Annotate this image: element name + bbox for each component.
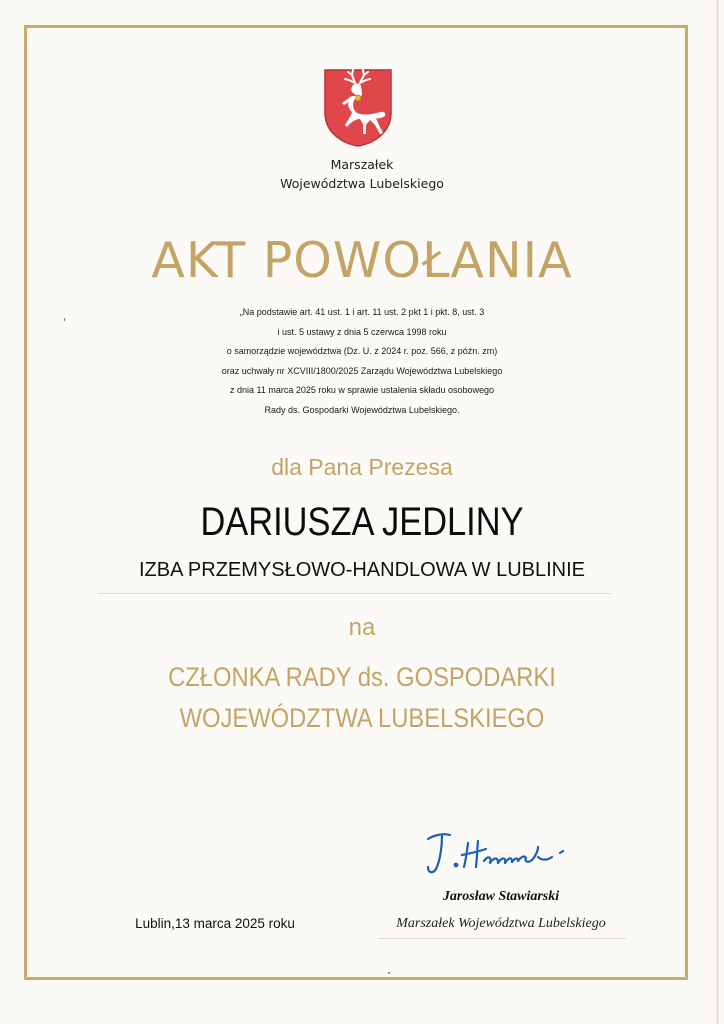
connector-word: na	[348, 614, 376, 641]
place-and-date: Lublin,13 marca 2025 roku	[135, 916, 295, 931]
legal-basis-line: o samorządzie województwa (Dz. U. z 2024 r. poz. 566, z późn. zm)	[226, 346, 498, 356]
handwritten-signature	[420, 827, 590, 883]
signatory-name: Jarosław Stawiarski	[442, 889, 560, 904]
issuer-region: Województwa Lubelskiego	[280, 176, 444, 191]
scan-speck	[388, 972, 390, 974]
issuer-title: Marszałek	[330, 157, 394, 172]
recipient-name: DARIUSZA JEDLINY	[200, 500, 524, 544]
scan-edge	[716, 0, 719, 1024]
legal-basis-line: Rady ds. Gospodarki Województwa Lubelskiego.	[264, 404, 460, 415]
recipient-prefix: dla Pana Prezesa	[271, 454, 453, 480]
legal-basis-line: z dnia 11 marca 2025 roku w sprawie ustalenia składu osobowego	[230, 385, 494, 395]
recipient-organization: IZBA PRZEMYSŁOWO-HANDLOWA W LUBLINIE	[139, 559, 585, 581]
position-line-1: CZŁONKA RADY ds. GOSPODARKI	[168, 662, 556, 692]
signatory-role: Marszałek Województwa Lubelskiego	[396, 916, 606, 931]
legal-basis-line: i ust. 5 ustawy z dnia 5 czerwca 1998 roku	[277, 326, 447, 337]
legal-basis-line: „Na podstawie art. 41 ust. 1 i art. 11 ust. 2 pkt 1 i pkt. 8, ust. 3	[239, 307, 485, 317]
scan-speck	[64, 318, 65, 321]
lublin-coat-of-arms-icon	[322, 67, 394, 148]
organization-underline	[98, 593, 612, 594]
position-line-2: WOJEWÓDZTWA LUBELSKIEGO	[179, 703, 545, 733]
document-title: AKT POWOŁANIA	[151, 232, 573, 289]
legal-basis-line: oraz uchwały nr XCVIII/1800/2025 Zarządu Województwa Lubelskiego	[221, 365, 503, 376]
legal-basis	[0, 303, 724, 420]
signatory-underline	[378, 938, 626, 939]
